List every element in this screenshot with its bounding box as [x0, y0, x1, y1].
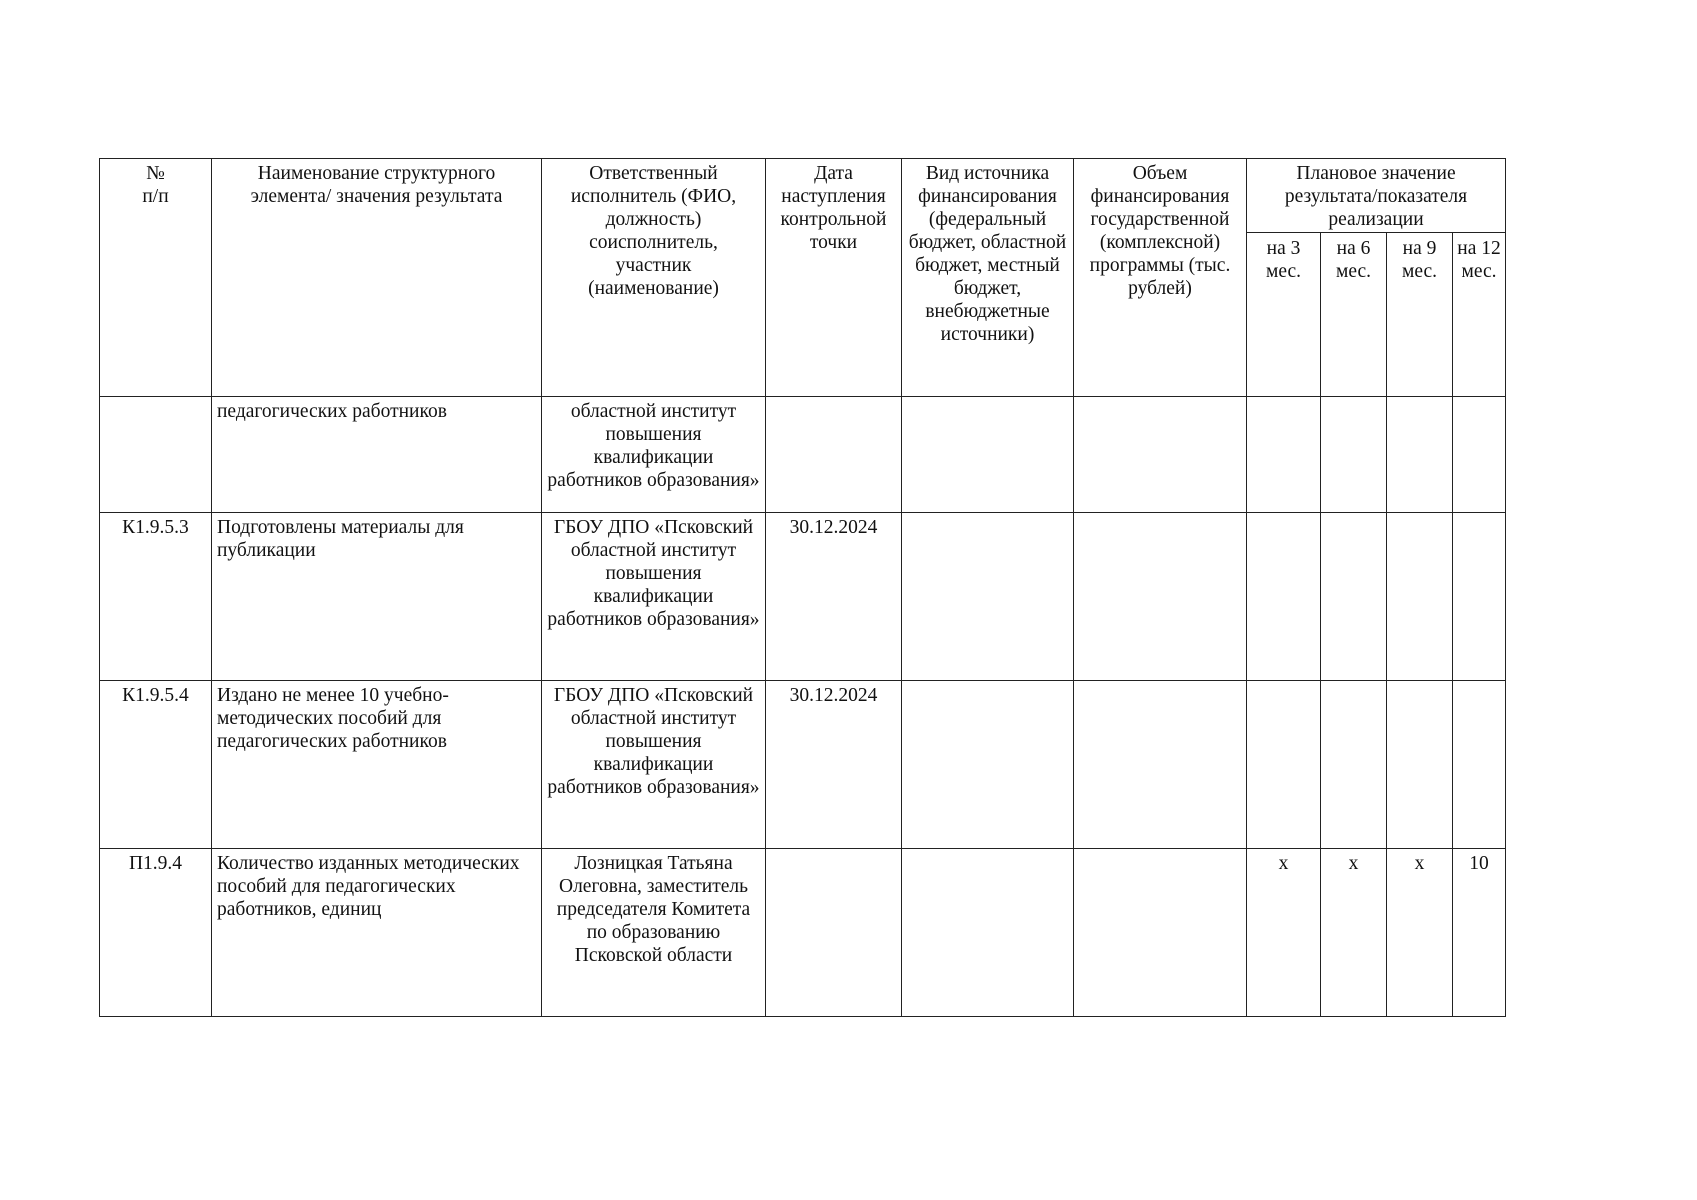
table-row — [100, 681, 1506, 849]
row-source — [902, 849, 1074, 1017]
row-m6 — [1321, 513, 1387, 681]
row-m9 — [1387, 681, 1453, 849]
row-m6 — [1321, 681, 1387, 849]
row-date: 30.12.2024 — [766, 513, 902, 681]
row-source — [902, 681, 1074, 849]
row-num: П1.9.4 — [100, 849, 212, 1017]
header-m6: на 6 мес. — [1321, 233, 1387, 397]
header-num: № п/п — [100, 159, 212, 397]
row-m12 — [1453, 513, 1506, 681]
row-date — [766, 397, 902, 513]
row-m3 — [1247, 397, 1321, 513]
header-date: Дата наступления контрольной точки — [766, 159, 902, 397]
row-m12: 10 — [1453, 849, 1506, 1017]
header-responsible: Ответственный исполнитель (ФИО, должность) соисполнитель, участник (наименование) — [542, 159, 766, 397]
row-m12 — [1453, 397, 1506, 513]
row-date: 30.12.2024 — [766, 681, 902, 849]
row-volume — [1074, 397, 1247, 513]
row-m6: х — [1321, 849, 1387, 1017]
row-m3: х — [1247, 849, 1321, 1017]
row-responsible: ГБОУ ДПО «Псковский областной институт повышения квалификации работников образования» — [542, 513, 766, 681]
row-name: Подготовлены материалы для публикации — [212, 513, 542, 681]
row-volume — [1074, 513, 1247, 681]
row-name: Количество изданных методических пособий для педагогических работников, единиц — [212, 849, 542, 1017]
row-num: К1.9.5.4 — [100, 681, 212, 849]
row-m9 — [1387, 397, 1453, 513]
header-planned: Плановое значение результата/показателя реализации — [1247, 159, 1506, 233]
row-volume — [1074, 849, 1247, 1017]
row-m9 — [1387, 513, 1453, 681]
row-responsible: Лозницкая Татьяна Олеговна, заместитель председателя Комитета по образованию Псковской области — [542, 849, 766, 1017]
row-name: педагогических работников — [212, 397, 542, 513]
table-row — [100, 849, 1506, 1017]
plan-table — [99, 158, 1506, 1017]
header-source: Вид источника финансирования (федеральный бюджет, областной бюджет, местный бюджет, внебюджетные источники) — [902, 159, 1074, 397]
row-responsible: областной институт повышения квалификации работников образования» — [542, 397, 766, 513]
row-m6 — [1321, 397, 1387, 513]
header-row — [100, 159, 1506, 233]
header-name: Наименование структурного элемента/ значения результата — [212, 159, 542, 397]
row-source — [902, 513, 1074, 681]
table-row — [100, 397, 1506, 513]
row-m3 — [1247, 681, 1321, 849]
header-m3: на 3 мес. — [1247, 233, 1321, 397]
row-m12 — [1453, 681, 1506, 849]
row-m3 — [1247, 513, 1321, 681]
row-num — [100, 397, 212, 513]
table-row — [100, 513, 1506, 681]
row-name: Издано не менее 10 учебно-методических пособий для педагогических работников — [212, 681, 542, 849]
header-volume: Объем финансирования государственной (комплексной) программы (тыс. рублей) — [1074, 159, 1247, 397]
row-date — [766, 849, 902, 1017]
row-volume — [1074, 681, 1247, 849]
row-num: К1.9.5.3 — [100, 513, 212, 681]
row-source — [902, 397, 1074, 513]
row-responsible: ГБОУ ДПО «Псковский областной институт повышения квалификации работников образования» — [542, 681, 766, 849]
header-m9: на 9 мес. — [1387, 233, 1453, 397]
header-m12: на 12 мес. — [1453, 233, 1506, 397]
row-m9: х — [1387, 849, 1453, 1017]
